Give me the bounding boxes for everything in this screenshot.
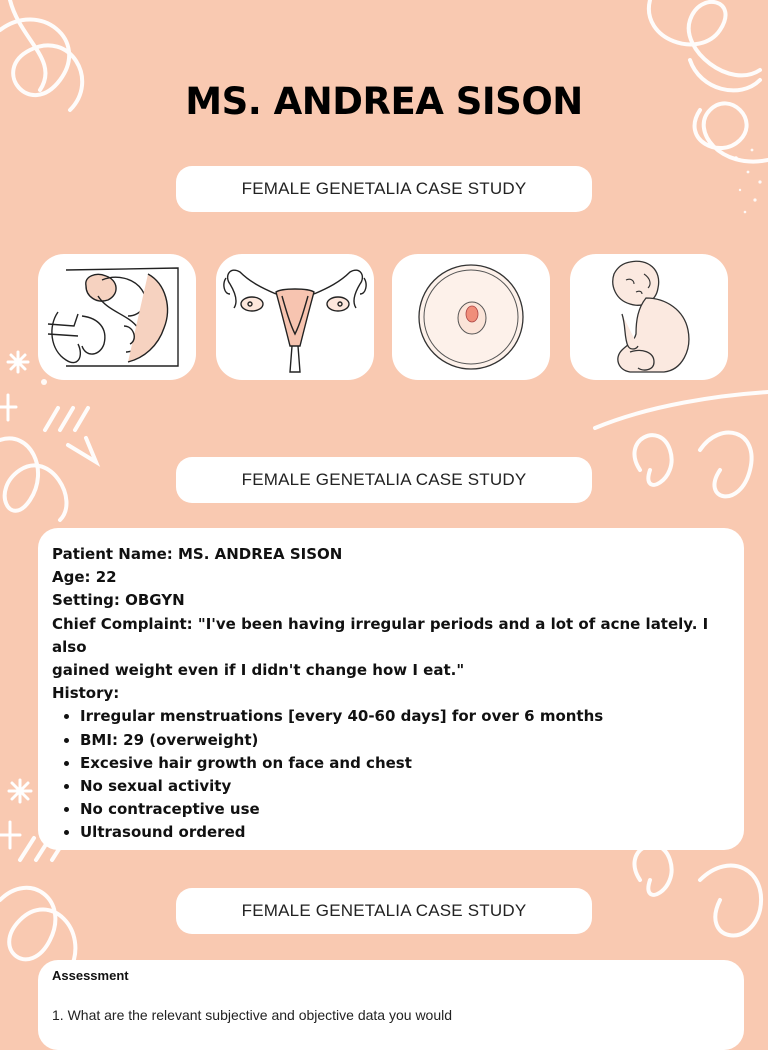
illustration-tile-4	[570, 254, 728, 380]
patient-info-card	[38, 528, 744, 850]
history-list	[52, 705, 730, 844]
history-item: • No contraceptive use	[80, 798, 730, 821]
patient-name: Patient Name: MS. ANDREA SISON	[52, 545, 343, 563]
illustration-tile-2	[216, 254, 374, 380]
male-reproductive-anatomy-icon	[38, 254, 196, 380]
history-item: • No sexual activity	[80, 775, 730, 798]
assessment-heading: Assessment	[52, 968, 129, 983]
assessment-card	[38, 960, 744, 1050]
uterus-ovaries-icon	[216, 254, 374, 380]
ovum-cell-icon	[392, 254, 550, 380]
chief-complaint-line-2: gained weight even if I didn't change how I eat."	[52, 661, 465, 680]
history-item: • BMI: 29 (overweight)	[80, 729, 730, 752]
section-pill-3: FEMALE GENETALIA CASE STUDY	[176, 888, 592, 934]
chief-complaint-line-1: Chief Complaint: "I've been having irregular periods and a lot of acne lately. I also	[52, 614, 709, 656]
illustration-tile-1	[38, 254, 196, 380]
history-item: • Irregular menstruations [every 40-60 days] for over 6 months	[80, 705, 730, 728]
history-item: • Excesive hair growth on face and chest	[80, 752, 730, 775]
patient-age: Age: 22	[52, 568, 117, 587]
fetus-icon	[570, 254, 728, 380]
assessment-question-1: 1. What are the relevant subjective and objective data you would	[52, 1007, 453, 1023]
history-item: • Ultrasound ordered	[80, 821, 730, 844]
illustration-tile-3	[392, 254, 550, 380]
history-label: History:	[52, 684, 120, 703]
section-pill-1: FEMALE GENETALIA CASE STUDY	[176, 166, 592, 212]
section-pill-2: FEMALE GENETALIA CASE STUDY	[176, 457, 592, 503]
patient-setting: Setting: OBGYN	[52, 591, 185, 610]
page-title: MS. ANDREA SISON	[185, 80, 583, 123]
